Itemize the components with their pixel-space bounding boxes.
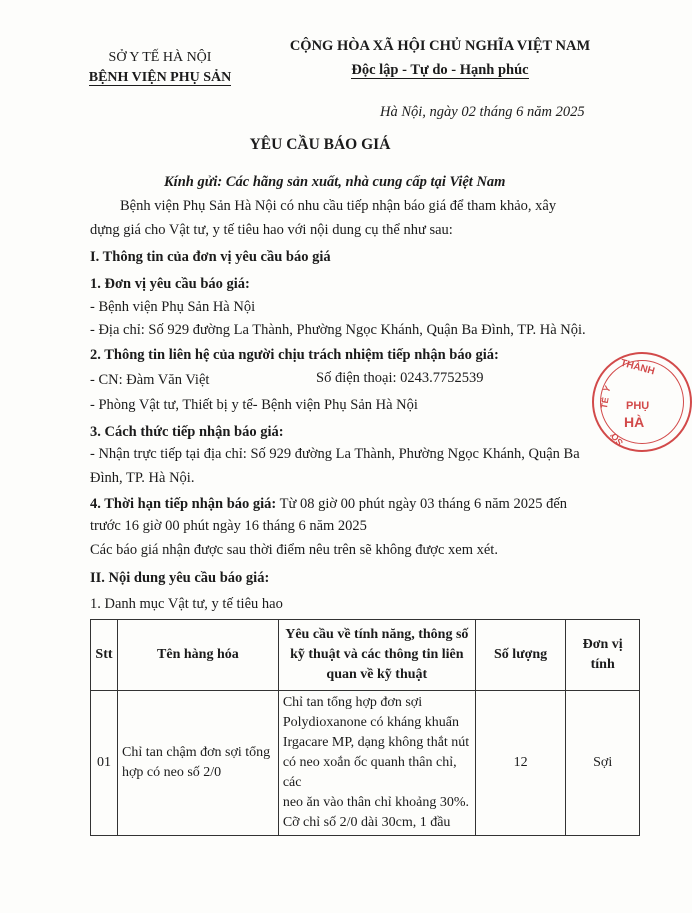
section-2-heading: II. Nội dung yêu cầu báo giá:: [90, 570, 270, 586]
header-spec-line: quan về kỹ thuật: [326, 667, 428, 682]
method-line-2: Đình, TP. Hà Nội.: [90, 470, 195, 486]
hospital-name: BỆNH VIỆN PHỤ SẢN: [88, 70, 232, 85]
method-line-1: - Nhận trực tiếp tại địa chỉ: Số 929 đường La Thành, Phường Ngọc Khánh, Quận Ba: [90, 446, 580, 462]
intro-line-2: dựng giá cho Vật tư, y tế tiêu hao với nội dung cụ thể như sau:: [90, 222, 453, 238]
cell-unit: Sợi: [566, 691, 640, 836]
stamp-text-bottom: HÀ: [624, 414, 645, 430]
unit-heading: 1. Đơn vị yêu cầu báo giá:: [90, 276, 250, 292]
deadline-text-1: Từ 08 giờ 00 phút ngày 03 tháng 6 năm 2025 đến: [279, 496, 568, 512]
contact-phone: Số điện thoại: 0243.7752539: [316, 370, 484, 386]
deadline-line-2: trước 16 giờ 00 phút ngày 16 tháng 6 năm 2025: [90, 518, 367, 534]
nation-block: [275, 36, 605, 80]
stamp-text-left-3: SỞ: [608, 430, 626, 448]
cell-qty: 12: [475, 691, 566, 836]
official-stamp: [592, 352, 692, 452]
item-table: [90, 619, 640, 836]
deadline-heading: 4. Thời hạn tiếp nhận báo giá:: [90, 496, 277, 512]
cell-name-line: Chỉ tan chậm đơn sợi tổng: [121, 745, 271, 760]
contact-heading: 2. Thông tin liên hệ của người chịu trách nhiệm tiếp nhận báo giá:: [90, 347, 499, 363]
motto: Độc lập - Tự do - Hạnh phúc: [351, 62, 529, 78]
ministry-name: SỞ Y TẾ HÀ NỘI: [108, 50, 212, 65]
section-1-heading: I. Thông tin của đơn vị yêu cầu báo giá: [90, 249, 331, 265]
header-unit-line: Đơn vị: [582, 637, 623, 652]
header-spec-line: Yêu cầu về tính năng, thông số: [285, 627, 469, 642]
cell-spec-line: neo ăn vào thân chỉ khoảng 30%.: [282, 795, 470, 810]
stamp-text-left-1: Y: [601, 383, 613, 395]
cell-stt: 01: [91, 691, 118, 836]
cell-spec-line: Irgacare MP, dạng không thắt nút: [282, 735, 470, 750]
cell-name: [117, 691, 278, 836]
document-date: Hà Nội, ngày 02 tháng 6 năm 2025: [380, 104, 585, 120]
cell-spec-line: Cỡ chỉ số 2/0 dài 30cm, 1 đầu: [282, 815, 451, 830]
contact-person: - CN: Đàm Văn Việt: [90, 372, 210, 388]
cell-spec-line: Chỉ tan tổng hợp đơn sợi: [282, 695, 423, 710]
cell-name-line: hợp có neo số 2/0: [121, 765, 222, 780]
method-heading: 3. Cách thức tiếp nhận báo giá:: [90, 424, 284, 440]
cell-spec-line: có neo xoắn ốc quanh thân chỉ, các: [282, 755, 457, 790]
nation-name: CỘNG HÒA XÃ HỘI CHỦ NGHĨA VIỆT NAM: [289, 38, 591, 54]
unit-name: - Bệnh viện Phụ Sản Hà Nội: [90, 299, 256, 315]
header-unit: [566, 620, 640, 691]
agency-block: [75, 48, 245, 88]
header-spec: [278, 620, 475, 691]
header-stt: Stt: [91, 620, 118, 691]
document-title: YÊU CẦU BÁO GIÁ: [249, 136, 391, 153]
recipient: Kính gửi: Các hãng sản xuất, nhà cung cấp tại Việt Nam: [164, 174, 506, 190]
intro-line-1: Bệnh viện Phụ Sản Hà Nội có nhu cầu tiếp nhận báo giá để tham khảo, xây: [120, 198, 557, 214]
header-qty: Số lượng: [475, 620, 566, 691]
header-spec-line: kỹ thuật và các thông tin liên: [290, 647, 464, 662]
cell-spec-line: Polydioxanone có kháng khuẩn: [282, 715, 459, 730]
cell-spec: [278, 691, 475, 836]
unit-address: - Địa chỉ: Số 929 đường La Thành, Phường Ngọc Khánh, Quận Ba Đình, TP. Hà Nội.: [90, 322, 586, 338]
deadline-note: Các báo giá nhận được sau thời điểm nêu trên sẽ không được xem xét.: [90, 542, 498, 558]
header-unit-line: tính: [590, 657, 615, 672]
stamp-text-left-2: TẾ: [598, 396, 611, 410]
table-header-row: [91, 620, 640, 691]
table-row: [91, 691, 640, 836]
deadline-line-1: [90, 494, 567, 514]
department: - Phòng Vật tư, Thiết bị y tế- Bệnh viện Phụ Sản Hà Nội: [90, 397, 418, 413]
header-name: Tên hàng hóa: [117, 620, 278, 691]
stamp-text-mid: PHỤ: [626, 400, 650, 412]
stamp-text-top: THÀNH: [619, 357, 656, 378]
list-heading: 1. Danh mục Vật tư, y tế tiêu hao: [90, 596, 283, 612]
